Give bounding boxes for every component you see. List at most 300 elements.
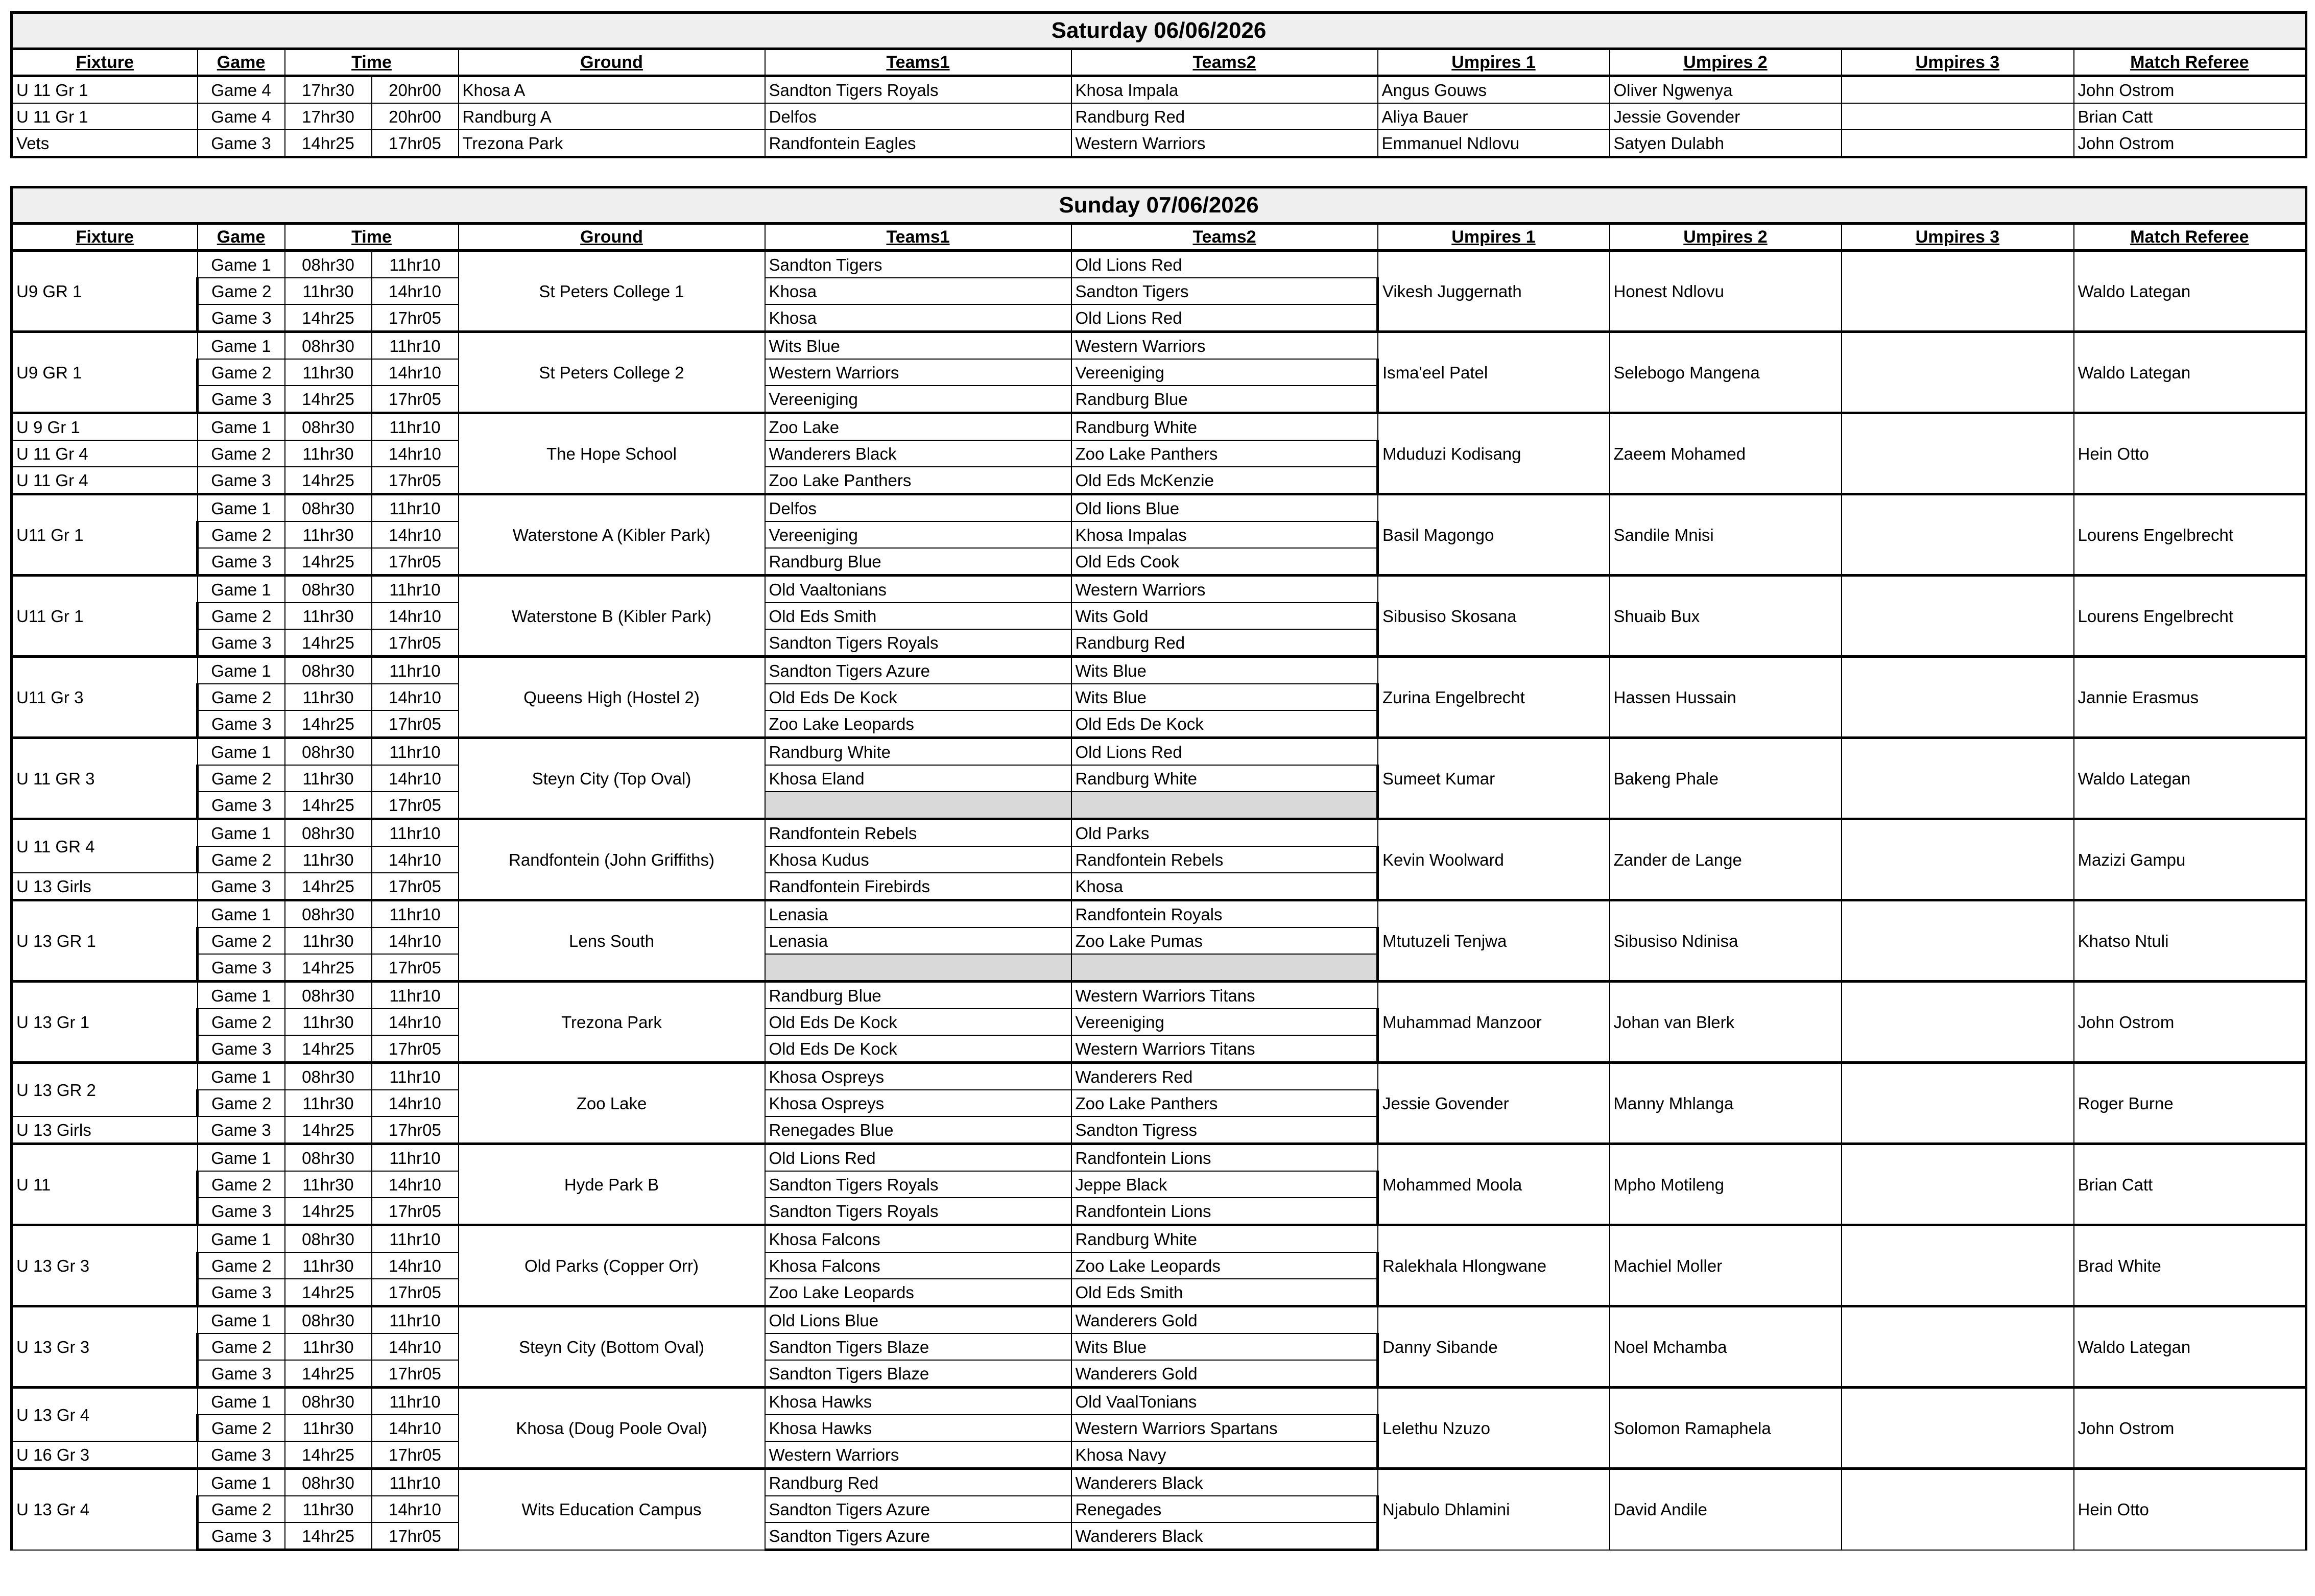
table-row — [12, 657, 2306, 684]
team1-cell: Randburg White — [765, 738, 1071, 766]
saturday-date-title-row — [12, 13, 2306, 49]
start-time-cell: 14hr25 — [285, 386, 372, 413]
game-cell: Game 3 — [198, 1522, 285, 1550]
umpire3-cell — [1842, 1306, 2074, 1388]
start-time-cell: 14hr25 — [285, 548, 372, 576]
table-row — [12, 819, 2306, 847]
fixture-cell: U 11 Gr 1 — [12, 103, 198, 130]
end-time-cell: 17hr05 — [372, 1279, 459, 1306]
match-referee-cell: Jannie Erasmus — [2074, 657, 2306, 738]
team1-cell: Sandton Tigers Royals — [765, 629, 1071, 657]
table-row — [12, 130, 2306, 157]
team2-cell: Randburg White — [1071, 765, 1378, 792]
team1-cell: Zoo Lake — [765, 413, 1071, 441]
teams1-header: Teams1 — [765, 49, 1071, 76]
team2-cell: Randburg Red — [1071, 629, 1378, 657]
game-cell: Game 3 — [198, 386, 285, 413]
end-time-cell: 14hr10 — [372, 603, 459, 629]
start-time-cell: 08hr30 — [285, 1306, 372, 1334]
team1-cell: Randfontein Firebirds — [765, 873, 1071, 900]
team1-cell: Old Lions Blue — [765, 1306, 1071, 1334]
team2-cell: Randfontein Lions — [1071, 1198, 1378, 1225]
end-time-cell: 11hr10 — [372, 332, 459, 360]
start-time-cell: 11hr30 — [285, 846, 372, 873]
start-time-cell: 14hr25 — [285, 1198, 372, 1225]
end-time-cell: 17hr05 — [372, 1116, 459, 1144]
umpire2-cell: Jessie Govender — [1610, 103, 1842, 130]
match-referee-cell: Hein Otto — [2074, 413, 2306, 494]
table-row — [12, 1063, 2306, 1090]
end-time-cell: 14hr10 — [372, 440, 459, 467]
start-time-cell: 08hr30 — [285, 1144, 372, 1172]
start-time-cell: 11hr30 — [285, 1090, 372, 1116]
fixture-cell: U 9 Gr 1 — [12, 413, 198, 441]
team1-cell: Old Vaaltonians — [765, 576, 1071, 603]
game-header: Game — [198, 224, 285, 251]
fixture-cell: U9 GR 1 — [12, 251, 198, 332]
start-time-cell: 08hr30 — [285, 576, 372, 603]
team2-cell: Jeppe Black — [1071, 1171, 1378, 1198]
team1-cell: Old Eds De Kock — [765, 684, 1071, 710]
table-row — [12, 103, 2306, 130]
team2-cell: Old Lions Red — [1071, 738, 1378, 766]
game-cell: Game 3 — [198, 1279, 285, 1306]
umpire2-cell: Manny Mhlanga — [1610, 1063, 1842, 1144]
table-row — [12, 576, 2306, 603]
umpire1-cell: Angus Gouws — [1378, 76, 1610, 104]
game-cell: Game 3 — [198, 792, 285, 819]
ground-cell: Waterstone A (Kibler Park) — [459, 494, 765, 576]
team2-cell: Wanderers Red — [1071, 1063, 1378, 1090]
umpire3-cell — [1842, 130, 2074, 157]
team1-cell — [765, 792, 1071, 819]
fixture-cell: U 11 — [12, 1144, 198, 1225]
game-cell: Game 1 — [198, 251, 285, 278]
match-referee-cell: Brian Catt — [2074, 1144, 2306, 1225]
umpire2-cell: Johan van Blerk — [1610, 982, 1842, 1063]
game-cell: Game 3 — [198, 1441, 285, 1469]
team1-cell: Zoo Lake Leopards — [765, 1279, 1071, 1306]
team2-cell: Sandton Tigress — [1071, 1116, 1378, 1144]
match-referee-cell: Hein Otto — [2074, 1469, 2306, 1550]
umpire2-cell: David Andile — [1610, 1469, 1842, 1550]
fixture-cell: U 11 GR 4 — [12, 819, 198, 873]
umpire2-cell: Oliver Ngwenya — [1610, 76, 1842, 104]
end-time-cell: 17hr05 — [372, 1441, 459, 1469]
end-time-cell: 11hr10 — [372, 900, 459, 928]
match-referee-cell: Khatso Ntuli — [2074, 900, 2306, 982]
fixture-cell: U 11 Gr 4 — [12, 440, 198, 467]
end-time-cell: 14hr10 — [372, 278, 459, 304]
umpire1-cell: Basil Magongo — [1378, 494, 1610, 576]
game-cell: Game 3 — [198, 873, 285, 900]
umpire3-cell — [1842, 1225, 2074, 1306]
game-cell: Game 2 — [198, 765, 285, 792]
game-cell: Game 1 — [198, 1225, 285, 1253]
team1-cell: Khosa Ospreys — [765, 1090, 1071, 1116]
start-time-cell: 17hr30 — [285, 103, 372, 130]
start-time-cell: 14hr25 — [285, 1360, 372, 1388]
fixture-cell: U 13 GR 1 — [12, 900, 198, 982]
team2-cell: Khosa — [1071, 873, 1378, 900]
end-time-cell: 17hr05 — [372, 386, 459, 413]
team1-cell: Khosa Falcons — [765, 1252, 1071, 1279]
match-referee-cell: Brian Catt — [2074, 103, 2306, 130]
table-row — [12, 738, 2306, 766]
game-cell: Game 2 — [198, 1090, 285, 1116]
start-time-cell: 08hr30 — [285, 900, 372, 928]
start-time-cell: 11hr30 — [285, 1415, 372, 1441]
start-time-cell: 08hr30 — [285, 738, 372, 766]
end-time-cell: 11hr10 — [372, 1469, 459, 1496]
team2-cell: Zoo Lake Leopards — [1071, 1252, 1378, 1279]
team1-cell: Old Eds De Kock — [765, 1035, 1071, 1063]
game-cell: Game 3 — [198, 548, 285, 576]
fixture-cell: U 11 Gr 4 — [12, 467, 198, 494]
team1-cell: Renegades Blue — [765, 1116, 1071, 1144]
end-time-cell: 14hr10 — [372, 1090, 459, 1116]
game-cell: Game 3 — [198, 1035, 285, 1063]
team2-cell: Khosa Navy — [1071, 1441, 1378, 1469]
team1-cell: Khosa Kudus — [765, 846, 1071, 873]
table-row — [12, 332, 2306, 360]
end-time-cell: 17hr05 — [372, 548, 459, 576]
ground-cell: St Peters College 1 — [459, 251, 765, 332]
game-cell: Game 3 — [198, 467, 285, 494]
start-time-cell: 08hr30 — [285, 657, 372, 684]
team1-cell: Lenasia — [765, 900, 1071, 928]
ground-cell: St Peters College 2 — [459, 332, 765, 413]
umpire1-cell: Danny Sibande — [1378, 1306, 1610, 1388]
team1-cell: Sandton Tigers Azure — [765, 657, 1071, 684]
game-cell: Game 2 — [198, 359, 285, 386]
ground-cell: Steyn City (Top Oval) — [459, 738, 765, 819]
umpire2-cell: Selebogo Mangena — [1610, 332, 1842, 413]
fixture-header: Fixture — [12, 224, 198, 251]
game-cell: Game 3 — [198, 710, 285, 738]
game-cell: Game 2 — [198, 1496, 285, 1522]
match-referee-cell: Lourens Engelbrecht — [2074, 576, 2306, 657]
team1-cell: Sandton Tigers — [765, 251, 1071, 278]
game-cell: Game 2 — [198, 278, 285, 304]
start-time-cell: 14hr25 — [285, 954, 372, 982]
team2-cell: Old Lions Red — [1071, 304, 1378, 332]
game-cell: Game 1 — [198, 982, 285, 1009]
umpire2-cell: Shuaib Bux — [1610, 576, 1842, 657]
start-time-cell: 11hr30 — [285, 440, 372, 467]
team2-cell: Randfontein Royals — [1071, 900, 1378, 928]
team1-cell: Sandton Tigers Royals — [765, 76, 1071, 104]
team2-cell: Wanderers Gold — [1071, 1360, 1378, 1388]
ground-cell: Lens South — [459, 900, 765, 982]
team2-cell: Khosa Impalas — [1071, 521, 1378, 548]
game-cell: Game 1 — [198, 1063, 285, 1090]
end-time-cell: 14hr10 — [372, 684, 459, 710]
game-cell: Game 1 — [198, 657, 285, 684]
team1-cell: Sandton Tigers Blaze — [765, 1333, 1071, 1360]
team2-cell: Zoo Lake Panthers — [1071, 440, 1378, 467]
end-time-cell: 17hr05 — [372, 1522, 459, 1550]
end-time-cell: 17hr05 — [372, 954, 459, 982]
team1-cell: Khosa Falcons — [765, 1225, 1071, 1253]
start-time-cell: 14hr25 — [285, 710, 372, 738]
fixture-cell: U 13 Gr 3 — [12, 1306, 198, 1388]
sunday-date-title-row — [12, 187, 2306, 224]
start-time-cell: 08hr30 — [285, 251, 372, 278]
team2-cell: Randburg Red — [1071, 103, 1378, 130]
match-referee-cell: Lourens Engelbrecht — [2074, 494, 2306, 576]
team2-cell: Wits Blue — [1071, 1333, 1378, 1360]
umpire3-cell — [1842, 738, 2074, 819]
team1-cell: Randfontein Eagles — [765, 130, 1071, 157]
team2-cell: Western Warriors Spartans — [1071, 1415, 1378, 1441]
fixture-cell: U 13 GR 2 — [12, 1063, 198, 1117]
end-time-cell: 11hr10 — [372, 819, 459, 847]
umpires1-header: Umpires 1 — [1378, 49, 1610, 76]
start-time-cell: 08hr30 — [285, 413, 372, 441]
team2-cell: Wanderers Black — [1071, 1469, 1378, 1496]
umpire1-cell: Mohammed Moola — [1378, 1144, 1610, 1225]
start-time-cell: 11hr30 — [285, 1496, 372, 1522]
umpire2-cell: Solomon Ramaphela — [1610, 1388, 1842, 1469]
game-cell: Game 2 — [198, 927, 285, 954]
team1-cell: Vereeniging — [765, 521, 1071, 548]
start-time-cell: 11hr30 — [285, 684, 372, 710]
umpire2-cell: Satyen Dulabh — [1610, 130, 1842, 157]
ground-cell: Zoo Lake — [459, 1063, 765, 1144]
game-cell: Game 3 — [198, 304, 285, 332]
end-time-cell: 14hr10 — [372, 1171, 459, 1198]
game-header: Game — [198, 49, 285, 76]
team2-cell: Vereeniging — [1071, 359, 1378, 386]
fixture-cell: U11 Gr 1 — [12, 494, 198, 576]
ground-cell: Steyn City (Bottom Oval) — [459, 1306, 765, 1388]
sunday-fixtures-table — [10, 186, 2307, 1551]
end-time-cell: 11hr10 — [372, 657, 459, 684]
umpire3-cell — [1842, 76, 2074, 104]
team2-cell: Western Warriors — [1071, 576, 1378, 603]
table-row — [12, 76, 2306, 104]
team1-cell: Delfos — [765, 103, 1071, 130]
teams1-header: Teams1 — [765, 224, 1071, 251]
match-referee-header: Match Referee — [2074, 224, 2306, 251]
umpire3-cell — [1842, 576, 2074, 657]
team2-cell: Old Eds Cook — [1071, 548, 1378, 576]
team2-cell: Western Warriors — [1071, 332, 1378, 360]
match-referee-cell: Waldo Lategan — [2074, 738, 2306, 819]
end-time-cell: 11hr10 — [372, 1063, 459, 1090]
start-time-cell: 11hr30 — [285, 278, 372, 304]
end-time-cell: 17hr05 — [372, 1198, 459, 1225]
umpire2-cell: Honest Ndlovu — [1610, 251, 1842, 332]
team2-cell: Wits Blue — [1071, 684, 1378, 710]
team2-cell: Old lions Blue — [1071, 494, 1378, 522]
end-time-cell: 20hr00 — [372, 103, 459, 130]
team2-cell: Western Warriors Titans — [1071, 1035, 1378, 1063]
team1-cell: Western Warriors — [765, 1441, 1071, 1469]
team1-cell: Randburg Red — [765, 1469, 1071, 1496]
ground-cell: Randfontein (John Griffiths) — [459, 819, 765, 900]
game-cell: Game 2 — [198, 603, 285, 629]
umpire3-cell — [1842, 657, 2074, 738]
end-time-cell: 11hr10 — [372, 1388, 459, 1415]
start-time-cell: 08hr30 — [285, 1469, 372, 1496]
fixture-cell: U11 Gr 1 — [12, 576, 198, 657]
team1-cell: Vereeniging — [765, 386, 1071, 413]
umpire1-cell: Muhammad Manzoor — [1378, 982, 1610, 1063]
end-time-cell: 11hr10 — [372, 738, 459, 766]
start-time-cell: 14hr25 — [285, 467, 372, 494]
match-referee-cell: Mazizi Gampu — [2074, 819, 2306, 900]
team1-cell: Sandton Tigers Royals — [765, 1198, 1071, 1225]
umpire1-cell: Mtutuzeli Tenjwa — [1378, 900, 1610, 982]
fixture-cell: U11 Gr 3 — [12, 657, 198, 738]
end-time-cell: 20hr00 — [372, 76, 459, 104]
start-time-cell: 08hr30 — [285, 1225, 372, 1253]
umpire2-cell: Zaeem Mohamed — [1610, 413, 1842, 494]
sunday-date-title: Sunday 07/06/2026 — [12, 187, 2306, 224]
end-time-cell: 17hr05 — [372, 130, 459, 157]
team2-cell: Randburg White — [1071, 413, 1378, 441]
umpire1-cell: Kevin Woolward — [1378, 819, 1610, 900]
team2-cell: Wits Gold — [1071, 603, 1378, 629]
ground-cell: Trezona Park — [459, 130, 765, 157]
match-referee-cell: John Ostrom — [2074, 1388, 2306, 1469]
team1-cell: Old Lions Red — [765, 1144, 1071, 1172]
team2-cell: Old VaalTonians — [1071, 1388, 1378, 1415]
start-time-cell: 14hr25 — [285, 1522, 372, 1550]
game-cell: Game 4 — [198, 76, 285, 104]
umpire3-cell — [1842, 982, 2074, 1063]
end-time-cell: 17hr05 — [372, 304, 459, 332]
game-cell: Game 2 — [198, 1333, 285, 1360]
umpire3-cell — [1842, 819, 2074, 900]
team2-cell: Randfontein Lions — [1071, 1144, 1378, 1172]
team2-cell: Old Parks — [1071, 819, 1378, 847]
end-time-cell: 11hr10 — [372, 1144, 459, 1172]
umpire2-cell: Sibusiso Ndinisa — [1610, 900, 1842, 982]
start-time-cell: 14hr25 — [285, 629, 372, 657]
team1-cell: Sandton Tigers Azure — [765, 1496, 1071, 1522]
umpire1-cell: Zurina Engelbrecht — [1378, 657, 1610, 738]
team2-cell: Wanderers Black — [1071, 1522, 1378, 1550]
ground-cell: Randburg A — [459, 103, 765, 130]
ground-cell: Old Parks (Copper Orr) — [459, 1225, 765, 1306]
start-time-cell: 14hr25 — [285, 1116, 372, 1144]
umpires2-header: Umpires 2 — [1610, 49, 1842, 76]
end-time-cell: 17hr05 — [372, 1360, 459, 1388]
match-referee-cell: Roger Burne — [2074, 1063, 2306, 1144]
umpire1-cell: Isma'eel Patel — [1378, 332, 1610, 413]
fixture-cell: U9 GR 1 — [12, 332, 198, 413]
end-time-cell: 11hr10 — [372, 494, 459, 522]
team1-cell: Lenasia — [765, 927, 1071, 954]
start-time-cell: 14hr25 — [285, 1441, 372, 1469]
umpire3-cell — [1842, 900, 2074, 982]
umpire3-cell — [1842, 413, 2074, 494]
game-cell: Game 3 — [198, 629, 285, 657]
team2-cell: Wanderers Gold — [1071, 1306, 1378, 1334]
fixture-cell: Vets — [12, 130, 198, 157]
teams2-header: Teams2 — [1071, 49, 1378, 76]
game-cell: Game 1 — [198, 1388, 285, 1415]
team2-cell: Khosa Impala — [1071, 76, 1378, 104]
umpire1-cell: Njabulo Dhlamini — [1378, 1469, 1610, 1550]
umpire3-cell — [1842, 332, 2074, 413]
end-time-cell: 14hr10 — [372, 1333, 459, 1360]
team2-cell: Old Lions Red — [1071, 251, 1378, 278]
team1-cell: Khosa Ospreys — [765, 1063, 1071, 1090]
table-row — [12, 1225, 2306, 1253]
team1-cell: Khosa Hawks — [765, 1415, 1071, 1441]
table-row — [12, 1388, 2306, 1415]
team2-cell — [1071, 954, 1378, 982]
game-cell: Game 2 — [198, 1415, 285, 1441]
team2-cell: Old Eds De Kock — [1071, 710, 1378, 738]
umpire1-cell: Mduduzi Kodisang — [1378, 413, 1610, 494]
match-referee-header: Match Referee — [2074, 49, 2306, 76]
team2-cell: Renegades — [1071, 1496, 1378, 1522]
game-cell: Game 1 — [198, 332, 285, 360]
game-cell: Game 4 — [198, 103, 285, 130]
umpire2-cell: Bakeng Phale — [1610, 738, 1842, 819]
game-cell: Game 2 — [198, 440, 285, 467]
game-cell: Game 2 — [198, 1009, 285, 1035]
start-time-cell: 08hr30 — [285, 332, 372, 360]
end-time-cell: 11hr10 — [372, 1306, 459, 1334]
team2-cell: Western Warriors — [1071, 130, 1378, 157]
ground-cell: Trezona Park — [459, 982, 765, 1063]
umpire1-cell: Emmanuel Ndlovu — [1378, 130, 1610, 157]
game-cell: Game 1 — [198, 1306, 285, 1334]
game-cell: Game 1 — [198, 1144, 285, 1172]
end-time-cell: 17hr05 — [372, 710, 459, 738]
ground-cell: The Hope School — [459, 413, 765, 494]
match-referee-cell: Brad White — [2074, 1225, 2306, 1306]
fixture-cell: U 13 Girls — [12, 873, 198, 900]
end-time-cell: 14hr10 — [372, 359, 459, 386]
end-time-cell: 14hr10 — [372, 1415, 459, 1441]
end-time-cell: 14hr10 — [372, 1009, 459, 1035]
fixture-cell: U 13 Gr 4 — [12, 1469, 198, 1550]
end-time-cell: 14hr10 — [372, 765, 459, 792]
end-time-cell: 11hr10 — [372, 251, 459, 278]
umpire3-cell — [1842, 1388, 2074, 1469]
end-time-cell: 17hr05 — [372, 792, 459, 819]
start-time-cell: 11hr30 — [285, 1333, 372, 1360]
fixture-cell: U 13 Girls — [12, 1116, 198, 1144]
start-time-cell: 17hr30 — [285, 76, 372, 104]
umpires3-header: Umpires 3 — [1842, 49, 2074, 76]
team1-cell: Khosa — [765, 278, 1071, 304]
end-time-cell: 17hr05 — [372, 629, 459, 657]
team1-cell: Wanderers Black — [765, 440, 1071, 467]
umpire1-cell: Jessie Govender — [1378, 1063, 1610, 1144]
team1-cell: Old Eds De Kock — [765, 1009, 1071, 1035]
umpire3-cell — [1842, 1063, 2074, 1144]
umpire2-cell: Hassen Hussain — [1610, 657, 1842, 738]
umpire3-cell — [1842, 1469, 2074, 1550]
team1-cell: Zoo Lake Panthers — [765, 467, 1071, 494]
umpire1-cell: Aliya Bauer — [1378, 103, 1610, 130]
fixture-header: Fixture — [12, 49, 198, 76]
ground-cell: Khosa (Doug Poole Oval) — [459, 1388, 765, 1469]
end-time-cell: 14hr10 — [372, 846, 459, 873]
table-row — [12, 900, 2306, 928]
start-time-cell: 11hr30 — [285, 1252, 372, 1279]
ground-header: Ground — [459, 49, 765, 76]
table-row — [12, 982, 2306, 1009]
